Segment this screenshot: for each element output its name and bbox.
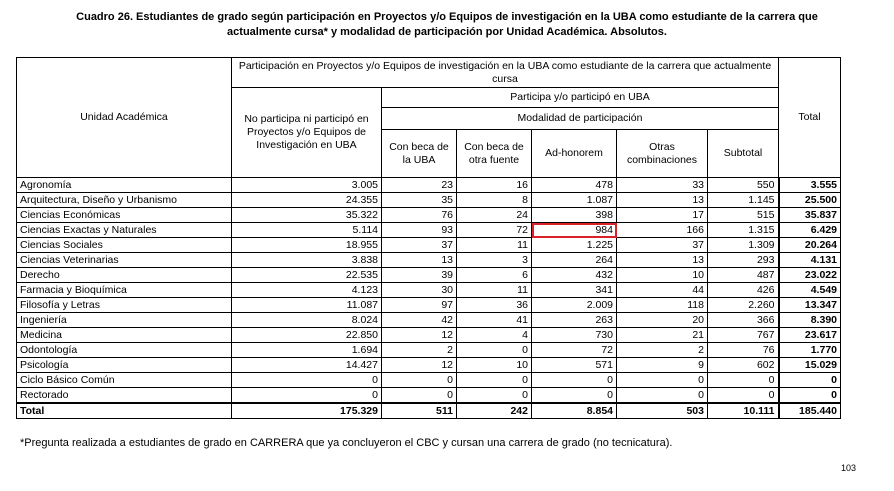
cell-total: 3.555 (779, 178, 841, 193)
cell-beca-uba: 93 (382, 223, 457, 238)
table-row (17, 193, 841, 208)
cell-no-participa: 35.322 (232, 208, 382, 223)
cell-total: 23.617 (779, 328, 841, 343)
cell-subtotal: 293 (708, 253, 779, 268)
cell-beca-uba: 0 (382, 373, 457, 388)
cell-beca-otra: 4 (457, 328, 532, 343)
cell-total: 35.837 (779, 208, 841, 223)
cell-beca-uba: 39 (382, 268, 457, 283)
cell-unidad: Ciclo Básico Común (17, 373, 232, 388)
cell-beca-otra: 3 (457, 253, 532, 268)
cell-total: 6.429 (779, 223, 841, 238)
title-line-2: actualmente cursa* y modalidad de participación por Unidad Académica. Absolutos. (227, 26, 667, 38)
cell-beca-otra: 8 (457, 193, 532, 208)
table-row (17, 373, 841, 388)
table-row (17, 268, 841, 283)
cell-subtotal: 767 (708, 328, 779, 343)
cell-total: 20.264 (779, 238, 841, 253)
cell-otras: 9 (617, 358, 708, 373)
cell-subtotal: 550 (708, 178, 779, 193)
cell-beca-uba: 2 (382, 343, 457, 358)
cell-unidad: Farmacia y Bioquímica (17, 283, 232, 298)
cell-unidad: Ingeniería (17, 313, 232, 328)
cell-beca-otra: 36 (457, 298, 532, 313)
cell-total: 4.131 (779, 253, 841, 268)
cell-total: 8.390 (779, 313, 841, 328)
cell-subtotal: 0 (708, 373, 779, 388)
cell-no-participa: 3.005 (232, 178, 382, 193)
header-beca-otra: Con beca de otra fuente (457, 130, 532, 178)
cell-unidad: Ciencias Sociales (17, 238, 232, 253)
cell-subtotal: 0 (708, 388, 779, 404)
cell-total: 1.770 (779, 343, 841, 358)
header-participa: Participa y/o participó en UBA (382, 88, 779, 108)
cell-otras: 10 (617, 268, 708, 283)
table-row (17, 208, 841, 223)
table-title (10, 10, 884, 40)
table-row (17, 328, 841, 343)
cell-otras: 2 (617, 343, 708, 358)
header-beca-uba: Con beca de la UBA (382, 130, 457, 178)
cell-beca-otra: 11 (457, 238, 532, 253)
cell-otras: 17 (617, 208, 708, 223)
cell-subtotal: 1.309 (708, 238, 779, 253)
cell-subtotal: 487 (708, 268, 779, 283)
cell-otras: 166 (617, 223, 708, 238)
table-total-row (17, 403, 841, 419)
cell-otras: 44 (617, 283, 708, 298)
header-ad-honorem: Ad-honorem (532, 130, 617, 178)
footnote: *Pregunta realizada a estudiantes de grado en CARRERA que ya concluyeron el CBC y cursan una carrera de grado (no tecnicatura). (20, 437, 673, 449)
table-row (17, 223, 841, 238)
cell-ad-honorem: 478 (532, 178, 617, 193)
cell-subtotal: 10.111 (708, 403, 779, 419)
cell-unidad: Psicología (17, 358, 232, 373)
cell-ad-honorem-highlighted: 984 (532, 223, 617, 238)
cell-unidad: Rectorado (17, 388, 232, 404)
cell-ad-honorem: 2.009 (532, 298, 617, 313)
cell-unidad: Ciencias Económicas (17, 208, 232, 223)
header-group-participacion: Participación en Proyectos y/o Equipos de investigación en la UBA como estudiante de la carrera que actualmente cursa (232, 58, 779, 88)
cell-no-participa: 0 (232, 373, 382, 388)
header-no-participa: No participa ni participó en Proyectos y/o Equipos de Investigación en UBA (232, 88, 382, 178)
table-row (17, 343, 841, 358)
cell-unidad: Total (17, 403, 232, 419)
cell-no-participa: 8.024 (232, 313, 382, 328)
cell-total: 4.549 (779, 283, 841, 298)
cell-unidad: Filosofía y Letras (17, 298, 232, 313)
cell-ad-honorem: 1.087 (532, 193, 617, 208)
table-row (17, 238, 841, 253)
cell-otras: 503 (617, 403, 708, 419)
cell-no-participa: 22.535 (232, 268, 382, 283)
data-table (16, 57, 841, 419)
cell-otras: 0 (617, 373, 708, 388)
cell-ad-honorem: 1.225 (532, 238, 617, 253)
cell-beca-uba: 97 (382, 298, 457, 313)
cell-unidad: Ciencias Veterinarias (17, 253, 232, 268)
cell-no-participa: 4.123 (232, 283, 382, 298)
cell-no-participa: 14.427 (232, 358, 382, 373)
cell-total: 25.500 (779, 193, 841, 208)
cell-ad-honorem: 398 (532, 208, 617, 223)
cell-total: 15.029 (779, 358, 841, 373)
header-modalidad: Modalidad de participación (382, 108, 779, 130)
cell-otras: 37 (617, 238, 708, 253)
cell-no-participa: 18.955 (232, 238, 382, 253)
header-unidad-academica: Unidad Académica (17, 58, 232, 178)
cell-beca-uba: 23 (382, 178, 457, 193)
cell-ad-honorem: 8.854 (532, 403, 617, 419)
cell-ad-honorem: 263 (532, 313, 617, 328)
cell-no-participa: 11.087 (232, 298, 382, 313)
cell-beca-uba: 37 (382, 238, 457, 253)
cell-no-participa: 0 (232, 388, 382, 404)
cell-unidad: Odontología (17, 343, 232, 358)
cell-no-participa: 3.838 (232, 253, 382, 268)
cell-no-participa: 175.329 (232, 403, 382, 419)
cell-beca-uba: 30 (382, 283, 457, 298)
table-row (17, 313, 841, 328)
cell-no-participa: 24.355 (232, 193, 382, 208)
cell-otras: 33 (617, 178, 708, 193)
cell-beca-uba: 76 (382, 208, 457, 223)
cell-ad-honorem: 0 (532, 373, 617, 388)
cell-beca-otra: 24 (457, 208, 532, 223)
header-total: Total (779, 58, 841, 178)
header-subtotal: Subtotal (708, 130, 779, 178)
cell-subtotal: 426 (708, 283, 779, 298)
cell-ad-honorem: 264 (532, 253, 617, 268)
cell-ad-honorem: 432 (532, 268, 617, 283)
cell-subtotal: 366 (708, 313, 779, 328)
cell-otras: 0 (617, 388, 708, 404)
cell-otras: 118 (617, 298, 708, 313)
table-row (17, 388, 841, 404)
cell-subtotal: 1.145 (708, 193, 779, 208)
title-line-1: Cuadro 26. Estudiantes de grado según participación en Proyectos y/o Equipos de investigación en la UBA como estudiante de la carrera que (76, 11, 818, 23)
cell-beca-uba: 35 (382, 193, 457, 208)
table-row (17, 283, 841, 298)
cell-otras: 21 (617, 328, 708, 343)
table-row (17, 358, 841, 373)
cell-beca-uba: 12 (382, 358, 457, 373)
table-row (17, 178, 841, 193)
cell-unidad: Arquitectura, Diseño y Urbanismo (17, 193, 232, 208)
cell-ad-honorem: 0 (532, 388, 617, 404)
cell-subtotal: 2.260 (708, 298, 779, 313)
cell-ad-honorem: 730 (532, 328, 617, 343)
cell-otras: 13 (617, 253, 708, 268)
table-row (17, 298, 841, 313)
page-number: 103 (841, 463, 857, 473)
cell-no-participa: 22.850 (232, 328, 382, 343)
cell-beca-otra: 72 (457, 223, 532, 238)
cell-subtotal: 602 (708, 358, 779, 373)
table-row (17, 253, 841, 268)
cell-beca-otra: 0 (457, 373, 532, 388)
cell-beca-otra: 0 (457, 388, 532, 404)
cell-beca-uba: 13 (382, 253, 457, 268)
cell-no-participa: 1.694 (232, 343, 382, 358)
cell-otras: 20 (617, 313, 708, 328)
cell-beca-uba: 42 (382, 313, 457, 328)
cell-unidad: Agronomía (17, 178, 232, 193)
cell-subtotal: 515 (708, 208, 779, 223)
cell-beca-uba: 511 (382, 403, 457, 419)
header-otras-combinaciones: Otras combinaciones (617, 130, 708, 178)
cell-total: 0 (779, 388, 841, 404)
cell-unidad: Derecho (17, 268, 232, 283)
cell-subtotal: 1.315 (708, 223, 779, 238)
cell-otras: 13 (617, 193, 708, 208)
cell-beca-otra: 0 (457, 343, 532, 358)
cell-ad-honorem: 341 (532, 283, 617, 298)
cell-beca-uba: 12 (382, 328, 457, 343)
cell-beca-otra: 16 (457, 178, 532, 193)
cell-ad-honorem: 571 (532, 358, 617, 373)
cell-total: 0 (779, 373, 841, 388)
cell-subtotal: 76 (708, 343, 779, 358)
cell-beca-otra: 11 (457, 283, 532, 298)
cell-beca-otra: 242 (457, 403, 532, 419)
cell-total: 23.022 (779, 268, 841, 283)
cell-beca-otra: 10 (457, 358, 532, 373)
cell-beca-otra: 41 (457, 313, 532, 328)
cell-unidad: Ciencias Exactas y Naturales (17, 223, 232, 238)
cell-beca-uba: 0 (382, 388, 457, 404)
cell-no-participa: 5.114 (232, 223, 382, 238)
cell-ad-honorem: 72 (532, 343, 617, 358)
cell-unidad: Medicina (17, 328, 232, 343)
cell-beca-otra: 6 (457, 268, 532, 283)
cell-total: 13.347 (779, 298, 841, 313)
cell-total: 185.440 (779, 403, 841, 419)
